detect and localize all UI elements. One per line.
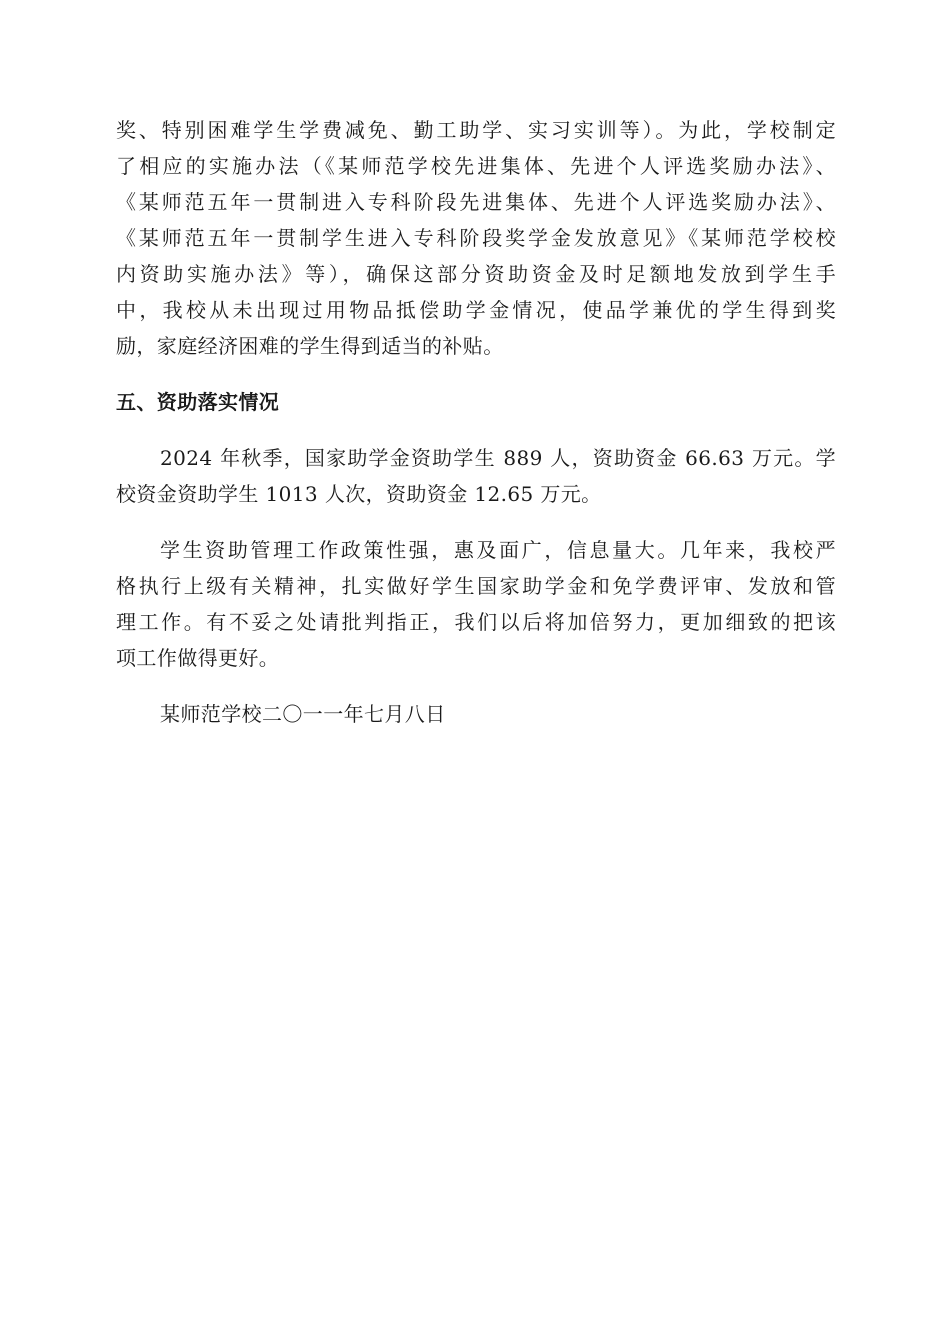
text-line: 中，我校从未出现过用物品抵偿助学金情况，使品学兼优的学生得到奖 bbox=[116, 298, 836, 322]
text-line: 项工作做得更好。 bbox=[116, 646, 280, 670]
paragraph-funding bbox=[116, 440, 836, 512]
paragraph-continued bbox=[116, 112, 836, 364]
text-line: 励，家庭经济困难的学生得到适当的补贴。 bbox=[116, 334, 504, 358]
text-line: 学生资助管理工作政策性强，惠及面广，信息量大。几年来，我校严 bbox=[160, 538, 836, 562]
section-heading: 五、资助落实情况 bbox=[116, 390, 280, 414]
spacer bbox=[116, 676, 836, 696]
text-line: 内资助实施办法》等），确保这部分资助资金及时足额地发放到学生手 bbox=[116, 262, 836, 286]
text-line: 《某师范五年一贯制进入专科阶段先进集体、先进个人评选奖励办法》、 bbox=[116, 190, 836, 214]
paragraph-summary bbox=[116, 532, 836, 676]
text-line: 格执行上级有关精神，扎实做好学生国家助学金和免学费评审、发放和管 bbox=[116, 574, 836, 598]
spacer bbox=[116, 512, 836, 532]
text-line: 《某师范五年一贯制学生进入专科阶段奖学金发放意见》《某师范学校校 bbox=[116, 226, 836, 250]
text-line: 了相应的实施办法（《某师范学校先进集体、先进个人评选奖励办法》、 bbox=[116, 154, 836, 178]
text-line: 2024 年秋季，国家助学金资助学生 889 人，资助资金 66.63 万元。学 bbox=[160, 446, 836, 470]
document-page bbox=[116, 112, 836, 732]
text-line: 理工作。有不妥之处请批判指正，我们以后将加倍努力，更加细致的把该 bbox=[116, 610, 836, 634]
signature: 某师范学校二〇一一年七月八日 bbox=[160, 702, 446, 726]
text-line: 校资金资助学生 1013 人次，资助资金 12.65 万元。 bbox=[116, 482, 602, 506]
spacer bbox=[116, 420, 836, 440]
text-line: 奖、特别困难学生学费减免、勤工助学、实习实训等）。为此，学校制定 bbox=[116, 118, 836, 142]
spacer bbox=[116, 364, 836, 384]
